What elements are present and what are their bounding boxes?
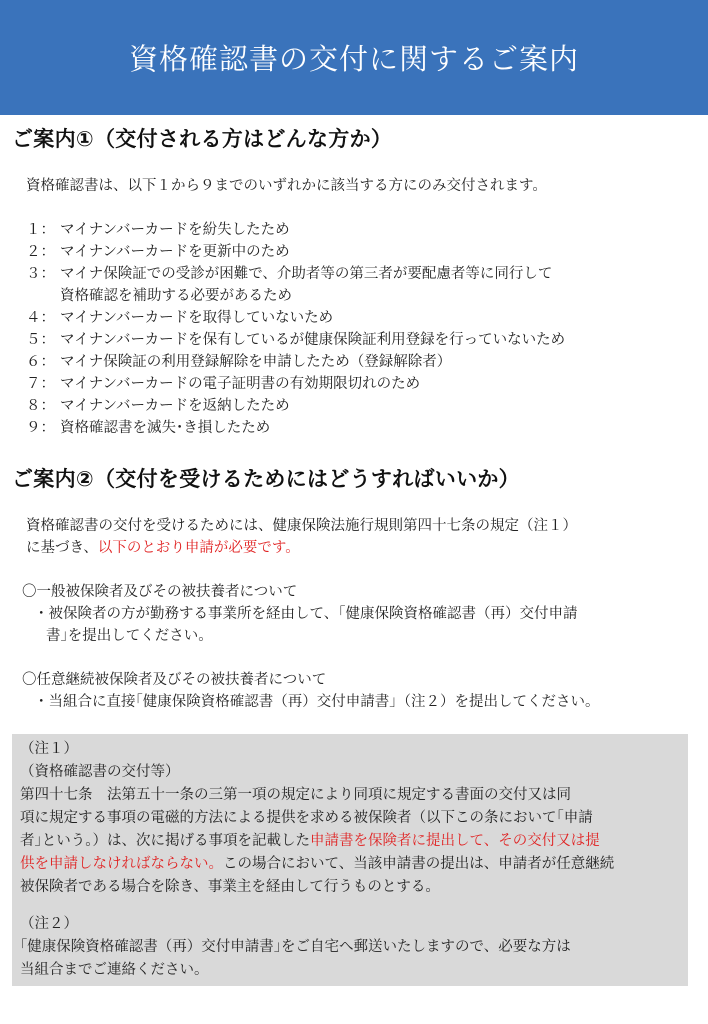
list-item-text: マイナンバーカードを保有しているが健康保険証利用登録を行っていないため — [60, 332, 566, 348]
general-line2: 書｣を提出してください。 — [46, 628, 213, 644]
list-item-text: マイナ保険証での受診が困難で、介助者等の第三者が要配慮者等に同行して — [60, 266, 553, 282]
page-title: 資格確認書の交付に関するご案内 — [128, 42, 579, 76]
general-line1: ・被保険者の方が勤務する事業所を経由して、｢健康保険資格確認書（再）交付申請 — [34, 606, 578, 622]
note1-line1: 第四十七条 法第五十一条の三第一項の規定により同項に規定する書面の交付又は同 — [20, 787, 571, 803]
list-item — [26, 307, 333, 329]
section2-intro-line1: 資格確認書の交付を受けるためには、健康保険法施行規則第四十七条の規定（注１） — [26, 518, 577, 534]
note2-line1: ｢健康保険資格確認書（再）交付申請書｣をご自宅へ郵送いたしますので、必要な方は — [20, 939, 571, 955]
section2-intro-line2 — [26, 537, 300, 559]
list-item-number: ６： — [26, 354, 55, 370]
section1-heading: ご案内①（交付される方はどんな方か） — [12, 127, 393, 151]
list-item — [26, 219, 290, 241]
list-item-text: マイナンバーカードを取得していないため — [60, 310, 334, 326]
list-item-number: ７： — [26, 376, 55, 392]
list-item-number: ４： — [26, 310, 55, 326]
list-item — [26, 373, 420, 395]
note1-line3-emphasis: 申請書を保険者に提出して、その交付又は提 — [310, 833, 600, 849]
note1-line4 — [20, 853, 614, 877]
voluntary-heading: 〇任意継続被保険者及びその被扶養者について — [22, 672, 327, 688]
list-item-number: ５： — [26, 332, 55, 348]
intro-emphasis: 以下のとおり申請が必要です。 — [97, 540, 300, 556]
note1-title: （資格確認書の交付等） — [20, 764, 180, 780]
list-item-text: マイナンバーカードを更新中のため — [60, 244, 290, 260]
list-item-text: マイナンバーカードの電子証明書の有効期限切れのため — [60, 376, 421, 392]
general-heading: 〇一般被保険者及びその被扶養者について — [22, 584, 298, 600]
list-item-number: ９： — [26, 420, 55, 436]
section1-intro: 資格確認書は、以下１から９までのいずれかに該当する方にのみ交付されます。 — [26, 178, 547, 194]
note1-line5: 被保険者である場合を除き、事業主を経由して行うものとする。 — [20, 879, 440, 895]
list-item — [26, 263, 552, 285]
list-item-number: ８： — [26, 398, 55, 414]
title-banner — [0, 0, 708, 115]
list-item — [26, 241, 290, 263]
note1-line3-text: 者｣という。）は、次に掲げる事項を記載した — [20, 833, 310, 849]
note1-line4-emphasis: 供を申請しなければならない。 — [20, 856, 223, 872]
list-item — [26, 395, 290, 417]
list-item-text: マイナ保険証の利用登録解除を申請したため（登録解除者） — [60, 354, 452, 370]
note2-label: （注２） — [20, 916, 78, 932]
list-item — [26, 285, 292, 307]
list-item — [26, 417, 270, 439]
intro-text: に基づき、 — [26, 540, 98, 556]
list-item-text: 資格確認書を滅失･き損したため — [60, 420, 271, 436]
list-item-number: １： — [26, 222, 55, 238]
note1-label: （注１） — [20, 741, 78, 757]
list-item-text: マイナンバーカードを返納したため — [60, 398, 290, 414]
notes-box — [12, 734, 688, 986]
note1-line3 — [20, 830, 600, 854]
section2-heading: ご案内②（交付を受けるためにはどうすればいいか） — [12, 467, 520, 491]
note2-line2: 当組合までご連絡ください。 — [20, 962, 209, 978]
voluntary-line1: ・当組合に直接｢健康保険資格確認書（再）交付申請書｣（注２）を提出してください。 — [34, 694, 600, 710]
note1-line2: 項に規定する事項の電磁的方法による提供を求める被保険者（以下この条において｢申請 — [20, 810, 593, 826]
list-item-number: ２： — [26, 244, 55, 260]
list-item-number: ３： — [26, 266, 55, 282]
note1-line4-text: この場合において、当該申請書の提出は、申請者が任意継続 — [223, 856, 615, 872]
list-item — [26, 351, 451, 373]
list-item-text: 資格確認を補助する必要があるため — [60, 288, 292, 304]
list-item — [26, 329, 565, 351]
list-item-text: マイナンバーカードを紛失したため — [60, 222, 290, 238]
